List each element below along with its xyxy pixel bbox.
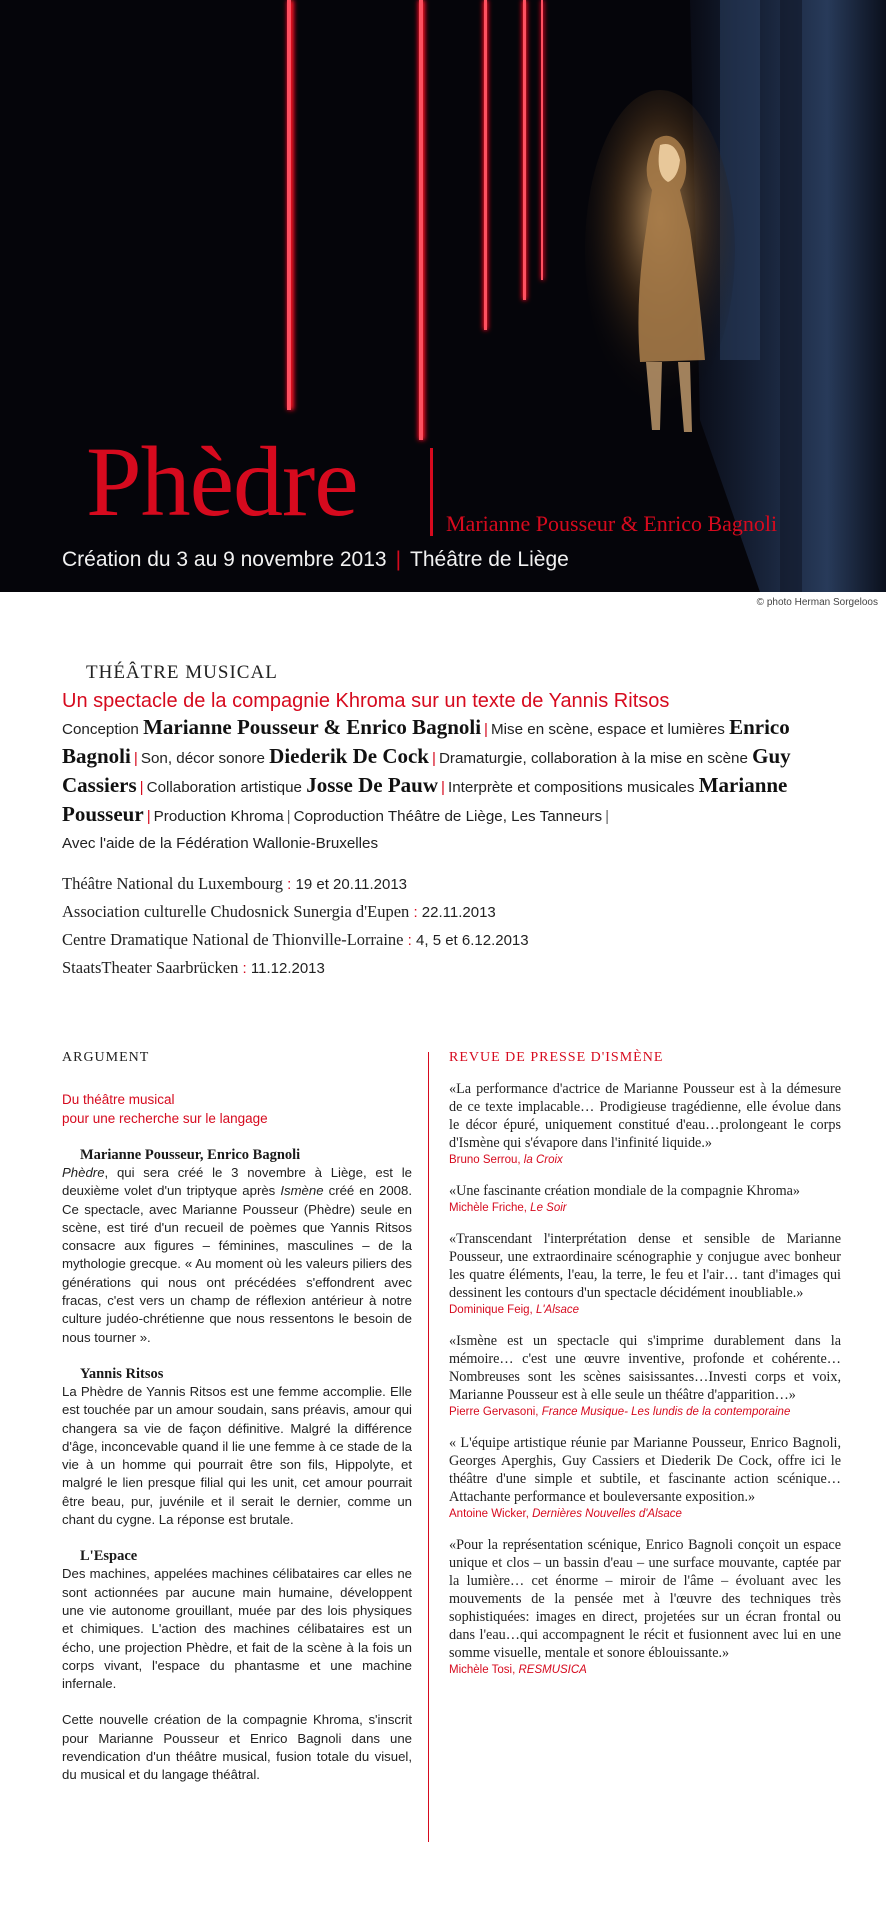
argument-intro xyxy=(62,1090,412,1128)
credit-role: Conception xyxy=(62,721,139,738)
quote-text: «Transcendant l'interprétation dense et sensible de Marianne Pousseur, une extraordinaire scénographie y conjugue avec bonheur les quatre éléments, l'eau, la terre, le feu et l'air… tant d'images qui dessinent les contours d'un spectacle décidément inoubliable.» xyxy=(449,1231,841,1301)
premiere-line xyxy=(62,548,569,572)
credits-block: Conception Marianne Pousseur & Enrico Bagnoli | Mise en scène, espace et lumières Enrico Bagnoli | Son, décor sonore Diederik De Cock | Dramaturgie, collaboration à la mise en scène Guy Cassiers | Collaboration artistique Josse De Pauw | Interprète et compositions musicales Marianne Pousseur | Production Khroma | Coproduction Théâtre de Liège, Les Tanneurs | Avec l'aide de la Fédération Wallonie-Bruxelles xyxy=(62,715,791,852)
argument-heading: ARGUMENT xyxy=(62,1050,150,1065)
venue-name: Association culturelle Chudosnick Sunergia d'Eupen xyxy=(62,902,410,921)
premiere-separator: | xyxy=(395,548,402,571)
quote-outlet: RESMUSICA xyxy=(518,1664,587,1676)
credit-name: Marianne Pousseur & Enrico Bagnoli xyxy=(143,715,482,739)
intro-line: Du théâtre musical xyxy=(62,1092,175,1107)
credit-role: Coproduction Théâtre de Liège, Les Tanneurs xyxy=(293,808,603,825)
venue-date: 11.12.2013 xyxy=(250,960,325,977)
credit-role: Son, décor sonore xyxy=(140,750,265,767)
show-subtitle: Marianne Pousseur & Enrico Bagnoli xyxy=(446,511,778,536)
quote-source xyxy=(449,1200,841,1216)
photo-credit: © photo Herman Sorgeloos xyxy=(756,597,878,608)
quote-source xyxy=(449,1404,841,1420)
text-run: créé en 2008. Ce spectacle, avec Marianne Pousseur (Phèdre) seule en scène, est tiré d'un recueil de poèmes que Yannis Ritsos consacre aux figures – féminines, masculines – de la mythologie grecque. « Au moment où les valeurs piliers des générations qui nous ont précédées s'effondrent avec fracas, c'est vers un champ de réflexion antérieur à notre culture judéo-chrétienne que nous ressentons le besoin de nous tourner ». xyxy=(62,1183,412,1345)
section-text: Cette nouvelle création de la compagnie Khroma, s'inscrit pour Marianne Pousseur et Enrico Bagnoli dans une revendication d'un théâtre musical, fusion totale du visuel, du musical et du langage théâtral. xyxy=(62,1712,412,1783)
quote-outlet: Dernières Nouvelles d'Alsace xyxy=(532,1508,682,1520)
tagline: Un spectacle de la compagnie Khroma sur un texte de Yannis Ritsos xyxy=(62,690,670,712)
venue-name: Théâtre National du Luxembourg xyxy=(62,874,284,893)
section-text xyxy=(62,1164,412,1347)
credit-role: Avec l'aide de la Fédération Wallonie-Bruxelles xyxy=(62,835,379,852)
work-title: Ismène xyxy=(280,1183,324,1199)
credit-name: Marianne Pousseur xyxy=(62,773,788,826)
venue-date: 19 et 20.11.2013 xyxy=(295,876,408,893)
press-quote xyxy=(449,1080,841,1168)
quote-text: «Pour la représentation scénique, Enrico Bagnoli conçoit un espace unique et clos – un bassin d'eau – une surface mouvante, captée par la lumière… cet énorme – miroir de l'âme – évoluant avec les mouvements de la pensée met à l'œuvre des techniques très sophistiquées: images en direct, projetées sur un écran frontal ou dans l'eau…qui accompagnent le récit et fusionnent avec lui en une somme visuelle, mentale et sonore éblouissante.» xyxy=(449,1537,841,1661)
credit-role: Collaboration artistique xyxy=(146,779,302,796)
premiere-dates: Création du 3 au 9 novembre 2013 xyxy=(62,548,387,571)
quote-source xyxy=(449,1302,841,1318)
credit-role: Production Khroma xyxy=(153,808,284,825)
title-divider xyxy=(430,448,433,536)
venue-date: 22.11.2013 xyxy=(421,904,496,921)
credit-role: Interprète et compositions musicales xyxy=(447,779,695,796)
intro-line: pour une recherche sur le langage xyxy=(62,1111,268,1126)
credit-name: Josse De Pauw xyxy=(306,773,439,797)
quote-author: Dominique Feig, xyxy=(449,1304,536,1316)
section-text: La Phèdre de Yannis Ritsos est une femme accomplie. Elle est touchée par un amour soudain, sans préavis, amour qui changera sa vie de façon définitive. Malgré la différence d'âge, inconcevable quand il lie une femme à ce stade de la vie à un homme qui pourrait être son fils, Hippolyte, et malgré le lien presque filial qui les unit, cet amour pourrait être beau, pur, juvénile et il serait le dernier, comme un chant du cygne. La réponse est brutale. xyxy=(62,1383,412,1528)
text-run: , qui sera créé le 3 novembre à Liège, est le deuxième volet d'un triptyque après xyxy=(62,1165,412,1199)
quote-author: Bruno Serrou, xyxy=(449,1154,524,1166)
quote-author: Michèle Friche, xyxy=(449,1202,531,1214)
quote-author: Pierre Gervasoni, xyxy=(449,1406,542,1418)
venue-name: StaatsTheater Saarbrücken xyxy=(62,958,239,977)
tour-date-row: Centre Dramatique National de Thionville-Lorraine : 4, 5 et 6.12.2013 xyxy=(62,930,529,949)
quote-text: «Ismène est un spectacle qui s'imprime durablement dans la mémoire… c'est une œuvre inventive, profonde et cohérente… Nombreuses sont les scènes saisissantes…Investi corps et voix, Marianne Pousseur est à elle seule un théâtre d'apparition…» xyxy=(449,1333,841,1403)
hero-photo xyxy=(0,0,886,592)
credit-role: Dramaturgie, collaboration à la mise en scène xyxy=(438,750,748,767)
credit-name: Enrico Bagnoli xyxy=(62,715,790,768)
credit-name: Diederik De Cock xyxy=(269,744,429,768)
work-title: Phèdre xyxy=(62,1165,105,1180)
quote-source xyxy=(449,1662,841,1678)
press-column xyxy=(449,1050,841,1678)
press-quote xyxy=(449,1230,841,1318)
quote-author: Antoine Wicker, xyxy=(449,1508,533,1520)
section-heading: Marianne Pousseur, Enrico Bagnoli xyxy=(80,1147,301,1163)
tour-dates xyxy=(62,870,822,982)
press-quote xyxy=(449,1182,841,1216)
quote-outlet: la Croix xyxy=(523,1154,563,1166)
venue-date: 4, 5 et 6.12.2013 xyxy=(416,932,529,949)
genre-label: THÉÂTRE MUSICAL xyxy=(86,662,278,683)
show-title: Phèdre xyxy=(86,426,358,537)
quote-text: «Une fascinante création mondiale de la compagnie Khroma» xyxy=(449,1183,801,1199)
column-divider xyxy=(428,1052,429,1842)
quote-text: « L'équipe artistique réunie par Marianne Pousseur, Enrico Bagnoli, Georges Aperghis, Guy Cassiers et Diederik De Cock, offre ici le théâtre d'une simple et subtile, et fascinante action scénique… Attachante performance et bouleversante exposition.» xyxy=(449,1435,841,1505)
premiere-venue: Théâtre de Liège xyxy=(410,548,569,571)
quote-outlet: Le Soir xyxy=(530,1202,567,1214)
tour-date-row: Association culturelle Chudosnick Sunergia d'Eupen : 22.11.2013 xyxy=(62,902,496,921)
credit-role: Mise en scène, espace et lumières xyxy=(491,721,725,738)
press-quote xyxy=(449,1434,841,1522)
section-heading: L'Espace xyxy=(80,1548,138,1565)
quote-text: «La performance d'actrice de Marianne Pousseur est à la démesure de ce texte implacable… Prodigieuse tragédienne, elle évolue dans le décor épuré, uniquement constitué d'eau…prolongeant le corps d'Ismène qui s'évapore dans l'infinité liquide.» xyxy=(449,1081,841,1151)
quote-source xyxy=(449,1506,841,1522)
venue-name: Centre Dramatique National de Thionville-Lorraine xyxy=(62,930,404,949)
press-heading: REVUE DE PRESSE D'ISMÈNE xyxy=(449,1050,664,1065)
quote-source xyxy=(449,1152,841,1168)
credit-name: Guy Cassiers xyxy=(62,744,791,797)
quote-author: Michèle Tosi, xyxy=(449,1664,519,1676)
press-quote xyxy=(449,1536,841,1678)
tour-date-row: StaatsTheater Saarbrücken : 11.12.2013 xyxy=(62,958,325,977)
press-quote xyxy=(449,1332,841,1420)
section-text: Des machines, appelées machines célibataires car elles ne sont actionnées par aucune main humaine, développent une vie autonome grouillant, muée par des lois physiques et chimiques. L'action des machines célibataires est un écho, une projection Phèdre, et fait de la scène à la fois un corps vivant, l'espace du phantasme et une machine infernale. xyxy=(62,1566,412,1692)
argument-column xyxy=(62,1050,412,1785)
quote-outlet: France Musique- Les lundis de la contemporaine xyxy=(541,1406,791,1418)
quote-outlet: L'Alsace xyxy=(535,1304,580,1316)
tour-date-row: Théâtre National du Luxembourg : 19 et 20.11.2013 xyxy=(62,874,408,893)
section-heading: Yannis Ritsos xyxy=(80,1365,164,1382)
